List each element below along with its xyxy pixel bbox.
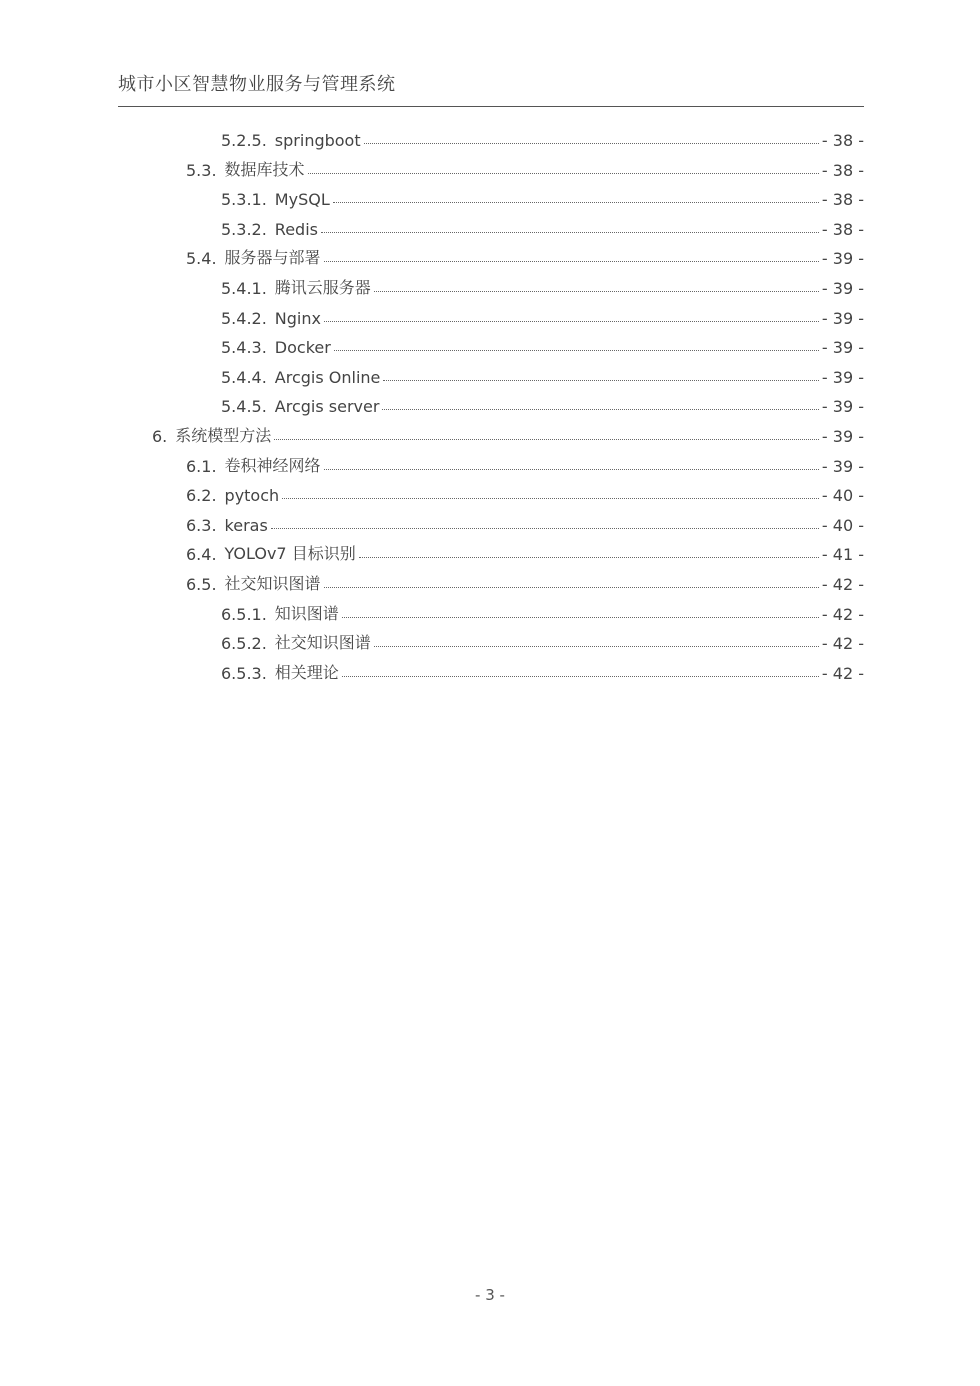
toc-entry-number: 5.3.: [186, 160, 217, 180]
toc-leader-dots: [382, 409, 818, 410]
page-header: [118, 70, 864, 107]
toc-leader-dots: [324, 469, 819, 470]
toc-entry[interactable]: [186, 505, 864, 535]
toc-leader-dots: [342, 676, 819, 677]
toc-entry-title: springboot: [274, 131, 361, 150]
toc-entry-page: - 39 -: [821, 308, 864, 328]
toc-entry[interactable]: [186, 150, 864, 180]
toc-entry[interactable]: [221, 268, 864, 298]
toc-entry[interactable]: [221, 357, 864, 387]
toc-leader-dots: [359, 557, 819, 558]
page-number: - 3 -: [475, 1286, 505, 1304]
toc-entry-number: 6.5.: [186, 575, 217, 594]
toc-entry-number: 5.3.2.: [221, 219, 267, 239]
toc-leader-dots: [308, 173, 819, 174]
toc-entry-title: Arcgis server: [274, 397, 380, 417]
toc-entry-page: - 42 -: [821, 634, 864, 654]
toc-entry-title: YOLOv7 目标识别: [224, 544, 356, 564]
toc-entry-number: 6.2.: [186, 486, 217, 506]
toc-entry[interactable]: [152, 416, 864, 446]
toc-leader-dots: [282, 498, 819, 499]
toc-entry-number: 5.2.5.: [221, 131, 267, 150]
toc-entry[interactable]: [221, 120, 864, 150]
toc-leader-dots: [321, 232, 819, 233]
toc-entry-number: 5.4.5.: [221, 397, 267, 417]
toc-leader-dots: [324, 261, 819, 262]
toc-entry-page: - 38 -: [821, 160, 864, 180]
toc-entry-page: - 41 -: [821, 545, 864, 565]
toc-entry-number: 6.5.1.: [221, 604, 267, 624]
toc-entry-page: - 38 -: [821, 190, 864, 210]
toc-entry-page: - 39 -: [821, 367, 864, 387]
toc-entry-title: 腾讯云服务器: [274, 278, 371, 297]
toc-leader-dots: [374, 291, 819, 292]
toc-entry[interactable]: [186, 446, 864, 476]
toc-entry-page: - 39 -: [821, 338, 864, 358]
toc-entry[interactable]: [221, 594, 864, 624]
toc-entry-number: 6.4.: [186, 545, 217, 565]
toc-entry-number: 6.3.: [186, 515, 217, 535]
toc-entry-page: - 42 -: [821, 604, 864, 624]
toc-entry-title: MySQL: [274, 190, 330, 210]
toc-entry-page: - 39 -: [821, 279, 864, 298]
toc-entry-title: Docker: [274, 338, 331, 358]
toc-entry-page: - 42 -: [821, 663, 864, 683]
toc-entry-page: - 38 -: [821, 219, 864, 239]
toc-leader-dots: [342, 617, 819, 618]
toc-entry-title: pytoch: [224, 486, 280, 506]
toc-leader-dots: [374, 646, 819, 647]
toc-entry[interactable]: [221, 179, 864, 209]
toc-entry-number: 6.1.: [186, 456, 217, 476]
toc-entry-page: - 39 -: [821, 456, 864, 476]
toc-entry-title: 社交知识图谱: [224, 574, 321, 593]
toc-entry[interactable]: [221, 623, 864, 653]
toc-entry-number: 6.5.3.: [221, 663, 267, 683]
toc-entry-title: Arcgis Online: [274, 367, 381, 387]
toc-entry-number: 5.4.: [186, 249, 217, 269]
toc-entry-title: 知识图谱: [274, 603, 339, 623]
toc-entry-title: 卷积神经网络: [224, 455, 321, 475]
toc-entry[interactable]: [221, 386, 864, 416]
toc-entry-number: 5.4.4.: [221, 367, 267, 387]
toc-entry-page: - 40 -: [821, 515, 864, 535]
toc-entry-page: - 42 -: [821, 575, 864, 594]
toc-leader-dots: [324, 587, 819, 588]
toc-entry-page: - 39 -: [821, 249, 864, 269]
toc-entry-page: - 39 -: [821, 397, 864, 417]
toc-entry-number: 5.4.3.: [221, 338, 267, 358]
toc-entry-number: 5.3.1.: [221, 190, 267, 210]
toc-entry-title: 社交知识图谱: [274, 633, 371, 653]
toc-entry[interactable]: [186, 564, 864, 594]
toc-entry-title: 相关理论: [274, 662, 339, 682]
toc-leader-dots: [383, 380, 819, 381]
toc-leader-dots: [333, 202, 819, 203]
toc-entry-page: - 38 -: [821, 131, 864, 150]
toc-entry[interactable]: [221, 298, 864, 328]
toc-leader-dots: [334, 350, 819, 351]
toc-entry-number: 6.5.2.: [221, 634, 267, 654]
toc-entry-number: 5.4.1.: [221, 279, 267, 298]
header-title: 城市小区智慧物业服务与管理系统: [118, 74, 396, 95]
toc-leader-dots: [364, 143, 819, 144]
toc-entry-title: Nginx: [274, 308, 321, 328]
toc-entry-page: - 40 -: [821, 486, 864, 506]
toc-leader-dots: [324, 321, 819, 322]
toc-entry-title: 服务器与部署: [224, 248, 321, 268]
toc-entry-title: 系统模型方法: [175, 426, 272, 445]
toc-entry[interactable]: [186, 534, 864, 564]
toc-leader-dots: [274, 439, 819, 440]
toc-entry[interactable]: [221, 327, 864, 357]
toc-entry[interactable]: [221, 209, 864, 239]
toc-entry-title: 数据库技术: [224, 159, 305, 179]
toc-entry[interactable]: [186, 238, 864, 268]
toc-entry-title: Redis: [274, 219, 318, 239]
toc-entry-number: 5.4.2.: [221, 308, 267, 328]
toc-entry[interactable]: [221, 653, 864, 683]
toc-entry-title: keras: [224, 515, 268, 535]
toc-entry-page: - 39 -: [821, 427, 864, 446]
toc-leader-dots: [271, 528, 819, 529]
toc-entry-number: 6.: [152, 427, 168, 446]
toc-entry[interactable]: [186, 475, 864, 505]
